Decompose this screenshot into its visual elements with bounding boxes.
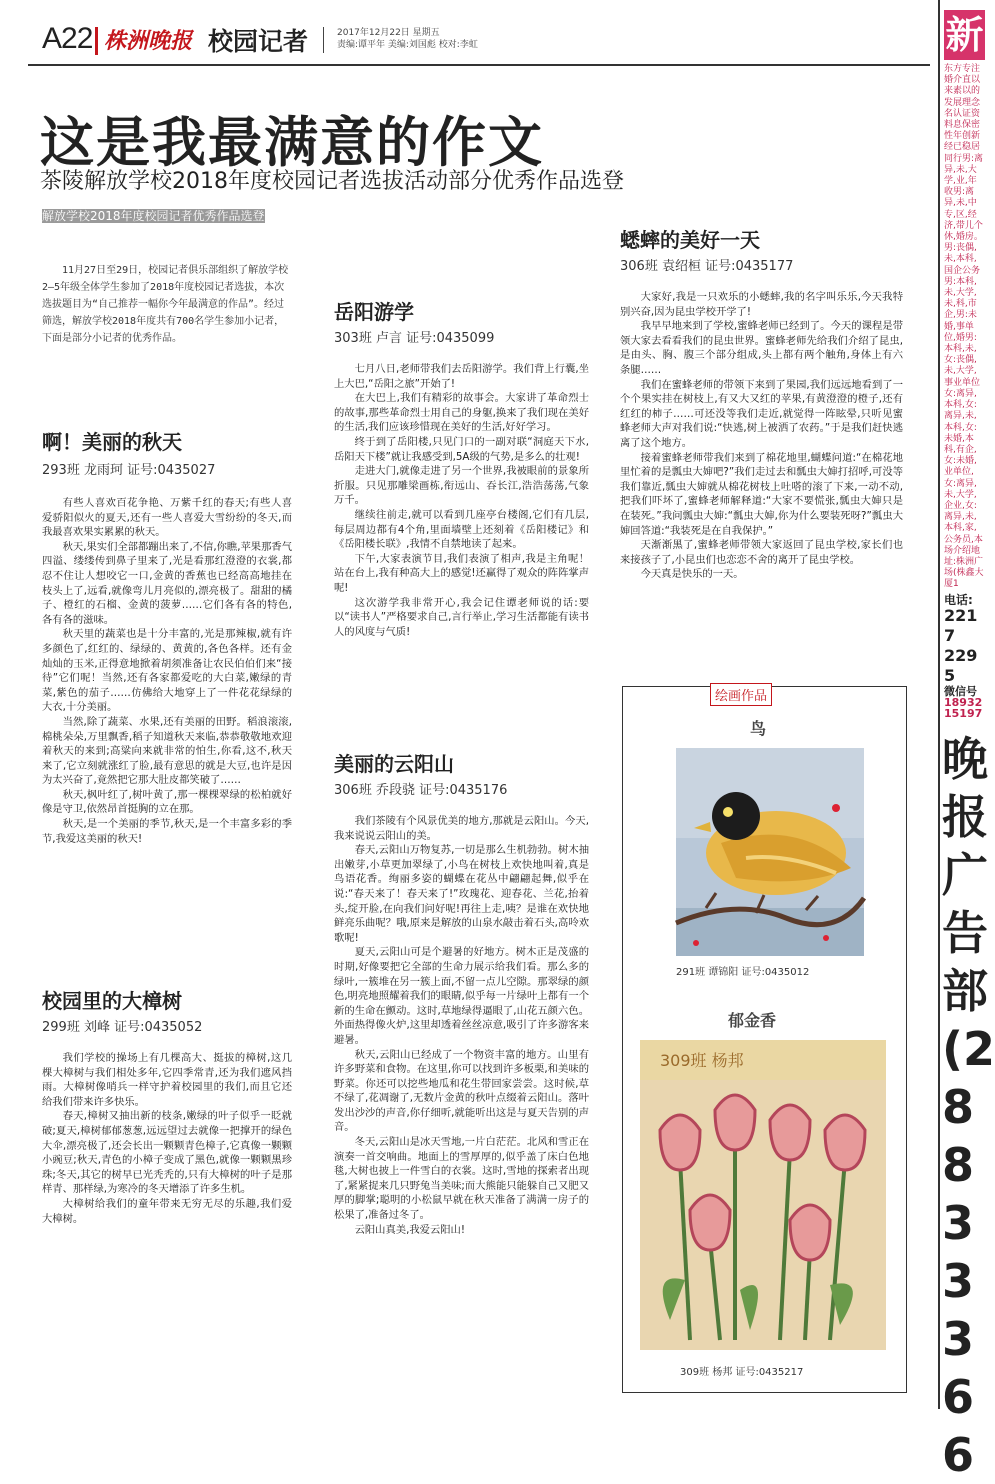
- paragraph: 秋天,云阳山已经成了一个物资丰富的地方。山里有许多野菜和食物。在这里,你可以找到许多板栗,和美味的野菜。你还可以挖些地瓜和花生带回家尝尝。这时候,草不绿了,花凋谢了,无数片金黄的秋叶点缀着云阳山。落叶发出沙沙的声音,你仔细听,就能听出这是与夏天告别的声音。: [334, 1048, 589, 1134]
- painting-title: 郁金香: [728, 1011, 777, 1030]
- intro-tag: [42, 208, 280, 224]
- painting-bird: [676, 748, 864, 956]
- ad-wechat-label: 微信号: [944, 684, 977, 698]
- paragraph: 冬天,云阳山是冰天雪地,一片白茫茫。北风和雪正在演奏一首交响曲。地面上的雪厚厚的,似乎盖了床白色地毯,大树也披上一件雪白的衣裳。这时,雪地的探索者出现了,紧紧捉来几只野兔当美味;而大熊能只能躲自己又肥又厚的脚掌;聪明的小松鼠早就在秋天准备了满满一房子的松果了,准备过冬了。: [334, 1136, 589, 1222]
- paragraph: 秋天,是一个美丽的季节,秋天,是一个丰富多彩的季节,我爱这美丽的秋天!: [42, 818, 292, 845]
- date-line: 2017年12月22日 星期五: [337, 28, 440, 38]
- painting-tulips: [640, 1040, 886, 1350]
- paragraph: 云阳山真美,我爱云阳山!: [354, 1223, 465, 1236]
- article-title: 啊！美丽的秋天: [42, 430, 182, 454]
- article-cricket: [620, 224, 903, 582]
- paragraph: 大家好,我是一只欢乐的小蟋蟀,我的名字叫乐乐,今天我特别兴奋,因为昆虫学校开学了!: [620, 291, 903, 318]
- paragraph: 当然,除了蔬菜、水果,还有美丽的田野。稻浪滚滚,棉桃朵朵,万里飘香,稻子知道秋天来临,恭恭敬敬地欢迎着秋天的来到;高粱向来就非常的怕生,你看,这不,秋天来了,它立刻就涨红了脸,最有意思的就是大豆,也许是因为太兴奋了,竟然把它那大肚皮都笑破了……: [42, 715, 292, 787]
- paragraph: 我们在蜜蜂老师的带领下来到了果园,我们远远地看到了一个个果实挂在树枝上,有又大又红的苹果,有黄澄澄的橙子,还有红红的柿子……可还没等我们走近,就觉得一阵眩晕,只听见蜜蜂老师大声对我们说:“快逃,树上被洒了农药。”于是我们赶快逃离了这个地方。: [620, 378, 903, 449]
- paragraph: 走进大门,就像走进了另一个世界,我被眼前的景象所折服。只见那雕梁画栋,衔远山、吞长江,浩浩荡荡,气象万千。: [334, 465, 589, 507]
- paragraph: 今天真是快乐的一天。: [640, 568, 744, 581]
- ad-strip-top: 新: [944, 10, 985, 60]
- article-body: [42, 1051, 292, 1226]
- article-autumn: [42, 426, 292, 846]
- article-camphor: [42, 985, 292, 1226]
- page-number: A22: [42, 22, 93, 55]
- paragraph: 在大巴上,我们有精彩的故事会。大家讲了革命烈士的故事,那些革命烈士用自己的身躯,换来了我们现在美好的生活,我们应该珍惜现在美好的生活,好好学习。: [334, 392, 589, 434]
- article-yunyang: [334, 748, 589, 1237]
- paragraph: 继续往前走,就可以看到几座亭台楼阁,它们有几层,每层周边都有4个角,里面墙壁上还刻着《岳阳楼记》和《岳阳楼长联》,我情不自禁地读了起来。: [334, 508, 589, 551]
- ad-strip-big: 晚报广告部(28833366: [942, 732, 995, 1482]
- header-divider-2: [323, 27, 324, 53]
- paragraph: 天渐渐黑了,蜜蜂老师带领大家返回了昆虫学校,家长们也来接孩子了,小昆虫们也恋恋不舍的离开了昆虫学校。: [620, 539, 903, 566]
- header-meta: [337, 27, 478, 51]
- header-rule: [28, 64, 930, 66]
- paragraph: 我早早地来到了学校,蜜蜂老师已经到了。今天的课程是带领大家去看看我们的昆虫世界。蜜蜂老师先给我们介绍了昆虫,是由头、胸、腹三个部分组成,头上都有两个触角,身体上有六条腿……: [620, 320, 903, 376]
- intro-tag-text: 解放学校2018年度校园记者优秀作品选登: [42, 209, 265, 223]
- article-author: 306班 袁绍桓 证号:0435177: [620, 259, 794, 274]
- article-author: 303班 卢言 证号:0435099: [334, 331, 495, 346]
- paragraph: 下午,大家表演节目,我们表演了相声,我是主角呢！站在台上,我有种高大上的感觉!还赢得了观众的阵阵掌声呢!: [334, 552, 589, 594]
- newspaper-logo: 株洲晚报: [104, 28, 193, 54]
- paragraph: 我们学校的操场上有几棵高大、挺拔的樟树,这几棵大樟树与我们相处多年,它四季常青,还为我们遮风挡雨。大樟树像哨兵一样守护着校园里的我们,而且它还给我们带来许多快乐。: [42, 1052, 292, 1108]
- ad-phone-label: 电话:: [944, 592, 973, 607]
- article-body: [334, 362, 589, 639]
- section-title: 校园记者: [208, 27, 309, 56]
- paragraph: 这次游学我非常开心,我会记住谭老师说的话:要以“读书人”严格要求自己,言行举止,学习生活都能有读书人的风度与气质!: [334, 596, 589, 638]
- article-title: 蟋蟀的美好一天: [620, 228, 760, 252]
- ad-wechat: 18932: [944, 695, 983, 709]
- paintings-tag: 绘画作品: [710, 683, 772, 706]
- article-yueyang: [334, 296, 589, 639]
- paragraph: 夏天,云阳山可是个避暑的好地方。树木正是茂盛的时期,好像要把它全部的生命力展示给我们看。那么多的绿叶,一簇堆在另一簇上面,不留一点儿空隙。那翠绿的颜色,明亮地照耀着我们的眼睛,似乎每一片绿叶上都有一个新的生命在颤动。这时,草地绿得逼眼了,山花五颜六色。外面热得像火炉,这里却透着丝丝凉意,吸引了许多游客来避暑。: [334, 946, 589, 1046]
- ad-strip-body: 东方专注婚介直以来素以的发展理念名认证资料息保密性年创新经已稳居同行男:离异,未,大学,业,年收男:离异,未,中专,区,经济,带儿个休,婚房。男:丧偶,未,本科,国企公务男:本科,未,大学,未,科,市企,男:未婚,事单位,婚男:本科,未,女:丧偶,未,大学,事业单位女:离异,本科,女:离异,未,本科,女:未婚,本科,有企,女:未婚,业单位,女:离异,未,大学,企业,女:离异,未,本科,家,公务员,本场介绍地址:株洲广场(株鑫大厦1: [944, 64, 984, 590]
- intro-body: 11月27日至29日，校园记者俱乐部组织了解放学校2—5年级全体学生参加了2018年度校园记者选拔，本次选拔题目为“自己推荐一幅你今年最满意的作品”。经过筛选，解放学校2018年度共有700名学生参加小记者，下面是部分小记者的优秀作品。: [42, 265, 289, 344]
- article-author: 306班 乔段骁 证号:0435176: [334, 783, 508, 798]
- paragraph: 有些人喜欢百花争艳、万紫千红的春天;有些人喜爱骄阳似火的夏天,还有一些人喜爱大雪纷纷的冬天,而我最喜欢果实累累的秋天。: [42, 497, 292, 539]
- paragraph: 秋天里的蔬菜也是十分丰富的,光是那辣椒,就有许多颜色了,红红的、绿绿的、黄黄的,各色各样。还有金灿灿的玉米,正得意地掀着胡须准备让农民伯伯们来“接待”它们呢！当然,还有各家都爱吃的大白菜,嫩绿的青菜,紫色的茄子……仿佛给大地穿上了一件花花绿绿的大衣,十分美丽。: [42, 628, 292, 714]
- painting-caption: 309班 杨邦 证号:0435217: [680, 1367, 804, 1378]
- paragraph: 我们茶陵有个风景优美的地方,那就是云阳山。今天,我来说说云阳山的美。: [334, 815, 589, 842]
- headline: 这是我最满意的作文: [40, 111, 544, 174]
- header-divider: [95, 27, 98, 55]
- paragraph: 七月八日,老师带我们去岳阳游学。我们背上行囊,坐上大巴,“岳阳之旅”开始了!: [334, 363, 589, 390]
- ad-phone: 2217: [944, 605, 978, 645]
- article-body: [620, 290, 903, 582]
- painting-inscription: 309班 杨邦: [660, 1051, 744, 1070]
- article-title: 校园里的大樟树: [42, 989, 182, 1013]
- ad-phone: 2295: [944, 645, 978, 685]
- subheadline: 茶陵解放学校2018年度校园记者选拔活动部分优秀作品选登: [40, 169, 624, 194]
- paragraph: 秋天,果实们全部都蹦出来了,不信,你瞧,苹果那香气四溢、缕缕传到鼻子里来了,光是看那红澄澄的衣裳,都忍不住让人想咬它一口,金黄的香蕉也已经高高地挂在枝头上了,远看,就像弯儿月亮似的,漂亮极了。甜甜的橘子、橙红的石榴、金黄的菠萝……它们各有各的特色,各有各的滋味。: [42, 540, 292, 626]
- article-body: [42, 496, 292, 846]
- painting-title: 鸟: [750, 719, 767, 738]
- ad-wechat: 15197: [944, 707, 983, 721]
- ad-strip-text: [944, 64, 985, 719]
- article-author: 299班 刘峰 证号:0435052: [42, 1020, 203, 1035]
- editor-line: 责编:谭平年 美编:刘国彪 校对:李虹: [337, 40, 478, 50]
- article-body: [334, 814, 589, 1237]
- bird-painting-image: [676, 748, 864, 956]
- article-author: 293班 龙雨珂 证号:0435027: [42, 463, 216, 478]
- paragraph: 接着蜜蜂老师带我们来到了棉花地里,蝴蝶问道:“在棉花地里忙着的是瓢虫大婶吧?”我们走过去和瓢虫大婶打招呼,可没等我们靠近,瓢虫大婶就从棉花树枝上吐嗒的滚了下来,一动不动,把我们吓坏了,蜜蜂老师解释道:“大家不要慌张,瓢虫大婶只是在装死。”我问瓢虫大婶:“瓢虫大婶,你为什么要装死呀?”瓢虫大婶回答道:“我装死是在自我保护。”: [620, 451, 903, 537]
- article-title: 岳阳游学: [334, 300, 414, 324]
- article-title: 美丽的云阳山: [334, 752, 454, 776]
- painting-caption: 291班 谭锦阳 证号:0435012: [676, 967, 810, 978]
- paragraph: 大樟树给我们的童年带来无穷无尽的乐趣,我们爱大樟树。: [42, 1197, 292, 1225]
- paragraph: 春天,云阳山万物复苏,一切是那么生机勃勃。树木抽出嫩芽,小草更加翠绿了,小鸟在树枝上欢快地叫着,真是鸟语花香。绚丽多姿的蝴蝶在花丛中翩翩起舞,似乎在说:“春天来了！春天来了!”玫瑰花、迎春花、兰花,抬着头,绽开脸,在向我们问好呢!再往上走,咦？是谁在欢快地鲜亮乐曲呢？哦,原来是解放的山泉水敲击着石头,高呤欢歌呢!: [334, 844, 589, 944]
- paragraph: 秋天,枫叶红了,树叶黄了,那一棵棵翠绿的松柏就好像是守卫,依然昂首挺胸的立在那。: [42, 788, 292, 816]
- paragraph: 春天,樟树又抽出新的枝条,嫩绿的叶子似乎一眨就破;夏天,樟树郁郁葱葱,远远望过去就像一把撑开的绿色大伞,漂亮极了,还会长出一颗颗青色樟子,它真像一颗颗小豌豆;秋天,青色的小樟子变成了黑色,就像一颗颗黑珍珠;冬天,其它的树早已光秃秃的,只有大樟树的叶子是那样青、那样绿,为寒冷的冬天增添了许多生机。: [42, 1110, 292, 1196]
- tulip-painting-image: [640, 1040, 886, 1350]
- paragraph: 终于到了岳阳楼,只见门口的一副对联“洞庭天下水,岳阳天下楼”就让我感受到,5A级的气势,是多么的壮观!: [334, 435, 589, 463]
